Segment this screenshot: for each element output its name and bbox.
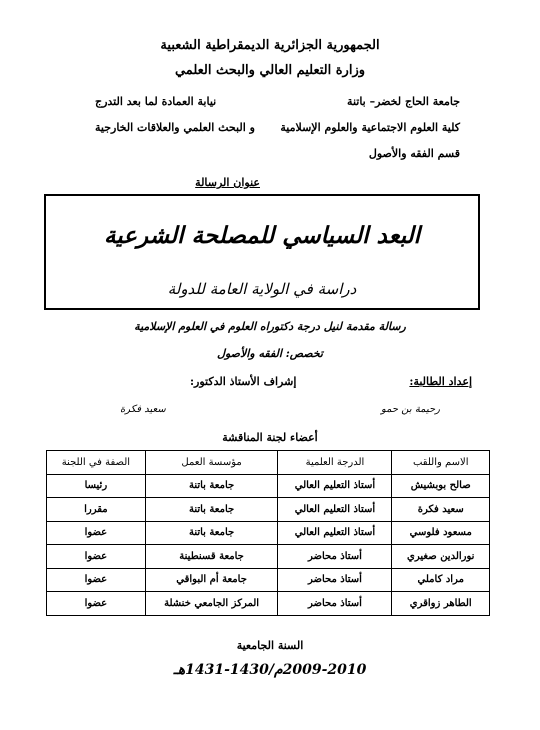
deanery-line-2: و البحث العلمي والعلاقات الخارجية (95, 121, 255, 134)
specialization: تخصص: الفقه والأصول (217, 347, 323, 360)
header-degree: الدرجة العلمية (278, 451, 392, 475)
faculty-name: كلية العلوم الاجتماعية والعلوم الإسلامية (280, 121, 460, 134)
university-name: جامعة الحاج لخضر– باتنة (347, 95, 460, 108)
table-row (47, 521, 490, 545)
member-name: الطاهر زواقري (392, 592, 490, 616)
committee-table (46, 450, 490, 616)
member-name: صالح بوبشيش (392, 474, 490, 498)
table-row (47, 545, 490, 569)
academic-year-label: السنة الجامعية (236, 639, 304, 652)
deanery-line-1: نيابة العمادة لما بعد التدرج (95, 95, 217, 108)
member-institution: جامعة باتنة (145, 474, 278, 498)
member-role: عضوا (47, 592, 146, 616)
title-label: عنوان الرسالة (195, 176, 260, 189)
ministry-header: وزارة التعليم العالي والبحث العلمي (174, 63, 366, 78)
member-name: مراد كاملي (392, 568, 490, 592)
header-role: الصفة في اللجنة (47, 451, 146, 475)
member-name: نورالدين صغيري (392, 545, 490, 569)
member-degree: أستاذ التعليم العالي (278, 498, 392, 522)
supervisor-label: إشراف الأستاذ الدكتور: (190, 375, 297, 388)
committee-header-row (47, 451, 490, 475)
member-role: مقررا (47, 498, 146, 522)
thesis-subtitle: دراسة في الولاية العامة للدولة (167, 280, 357, 298)
committee-label: أعضاء لجنة المناقشة (222, 431, 318, 444)
member-role: رئيسا (47, 474, 146, 498)
member-degree: أستاذ محاضر (278, 592, 392, 616)
member-role: عضوا (47, 568, 146, 592)
table-row (47, 498, 490, 522)
header-institution: مؤسسة العمل (145, 451, 278, 475)
member-degree: أستاذ التعليم العالي (278, 521, 392, 545)
student-name: رحيمة بن حمو (380, 404, 440, 415)
supervisor-name: سعيد فكرة (120, 404, 166, 415)
member-degree: أستاذ التعليم العالي (278, 474, 392, 498)
member-role: عضوا (47, 521, 146, 545)
member-role: عضوا (47, 545, 146, 569)
academic-year-value: 2009-2010م/1430-1431هـ (173, 662, 367, 678)
table-row (47, 592, 490, 616)
member-institution: جامعة أم البواقي (145, 568, 278, 592)
header-name: الاسم واللقب (392, 451, 490, 475)
department-name: قسم الفقه والأصول (368, 147, 460, 160)
member-name: سعيد فكرة (392, 498, 490, 522)
student-label: إعداد الطالبة: (409, 375, 472, 388)
member-institution: جامعة قسنطينة (145, 545, 278, 569)
member-degree: أستاذ محاضر (278, 568, 392, 592)
table-row (47, 568, 490, 592)
republic-header: الجمهورية الجزائرية الديمقراطية الشعبية (160, 38, 380, 53)
member-institution: المركز الجامعي خنشلة (145, 592, 278, 616)
thesis-main-title: البعد السياسي للمصلحة الشرعية (103, 222, 421, 249)
table-row (47, 474, 490, 498)
member-name: مسعود فلوسي (392, 521, 490, 545)
thesis-purpose: رسالة مقدمة لنيل درجة دكتوراه العلوم في العلوم الإسلامية (134, 320, 406, 333)
member-institution: جامعة باتنة (145, 498, 278, 522)
member-institution: جامعة باتنة (145, 521, 278, 545)
member-degree: أستاذ محاضر (278, 545, 392, 569)
